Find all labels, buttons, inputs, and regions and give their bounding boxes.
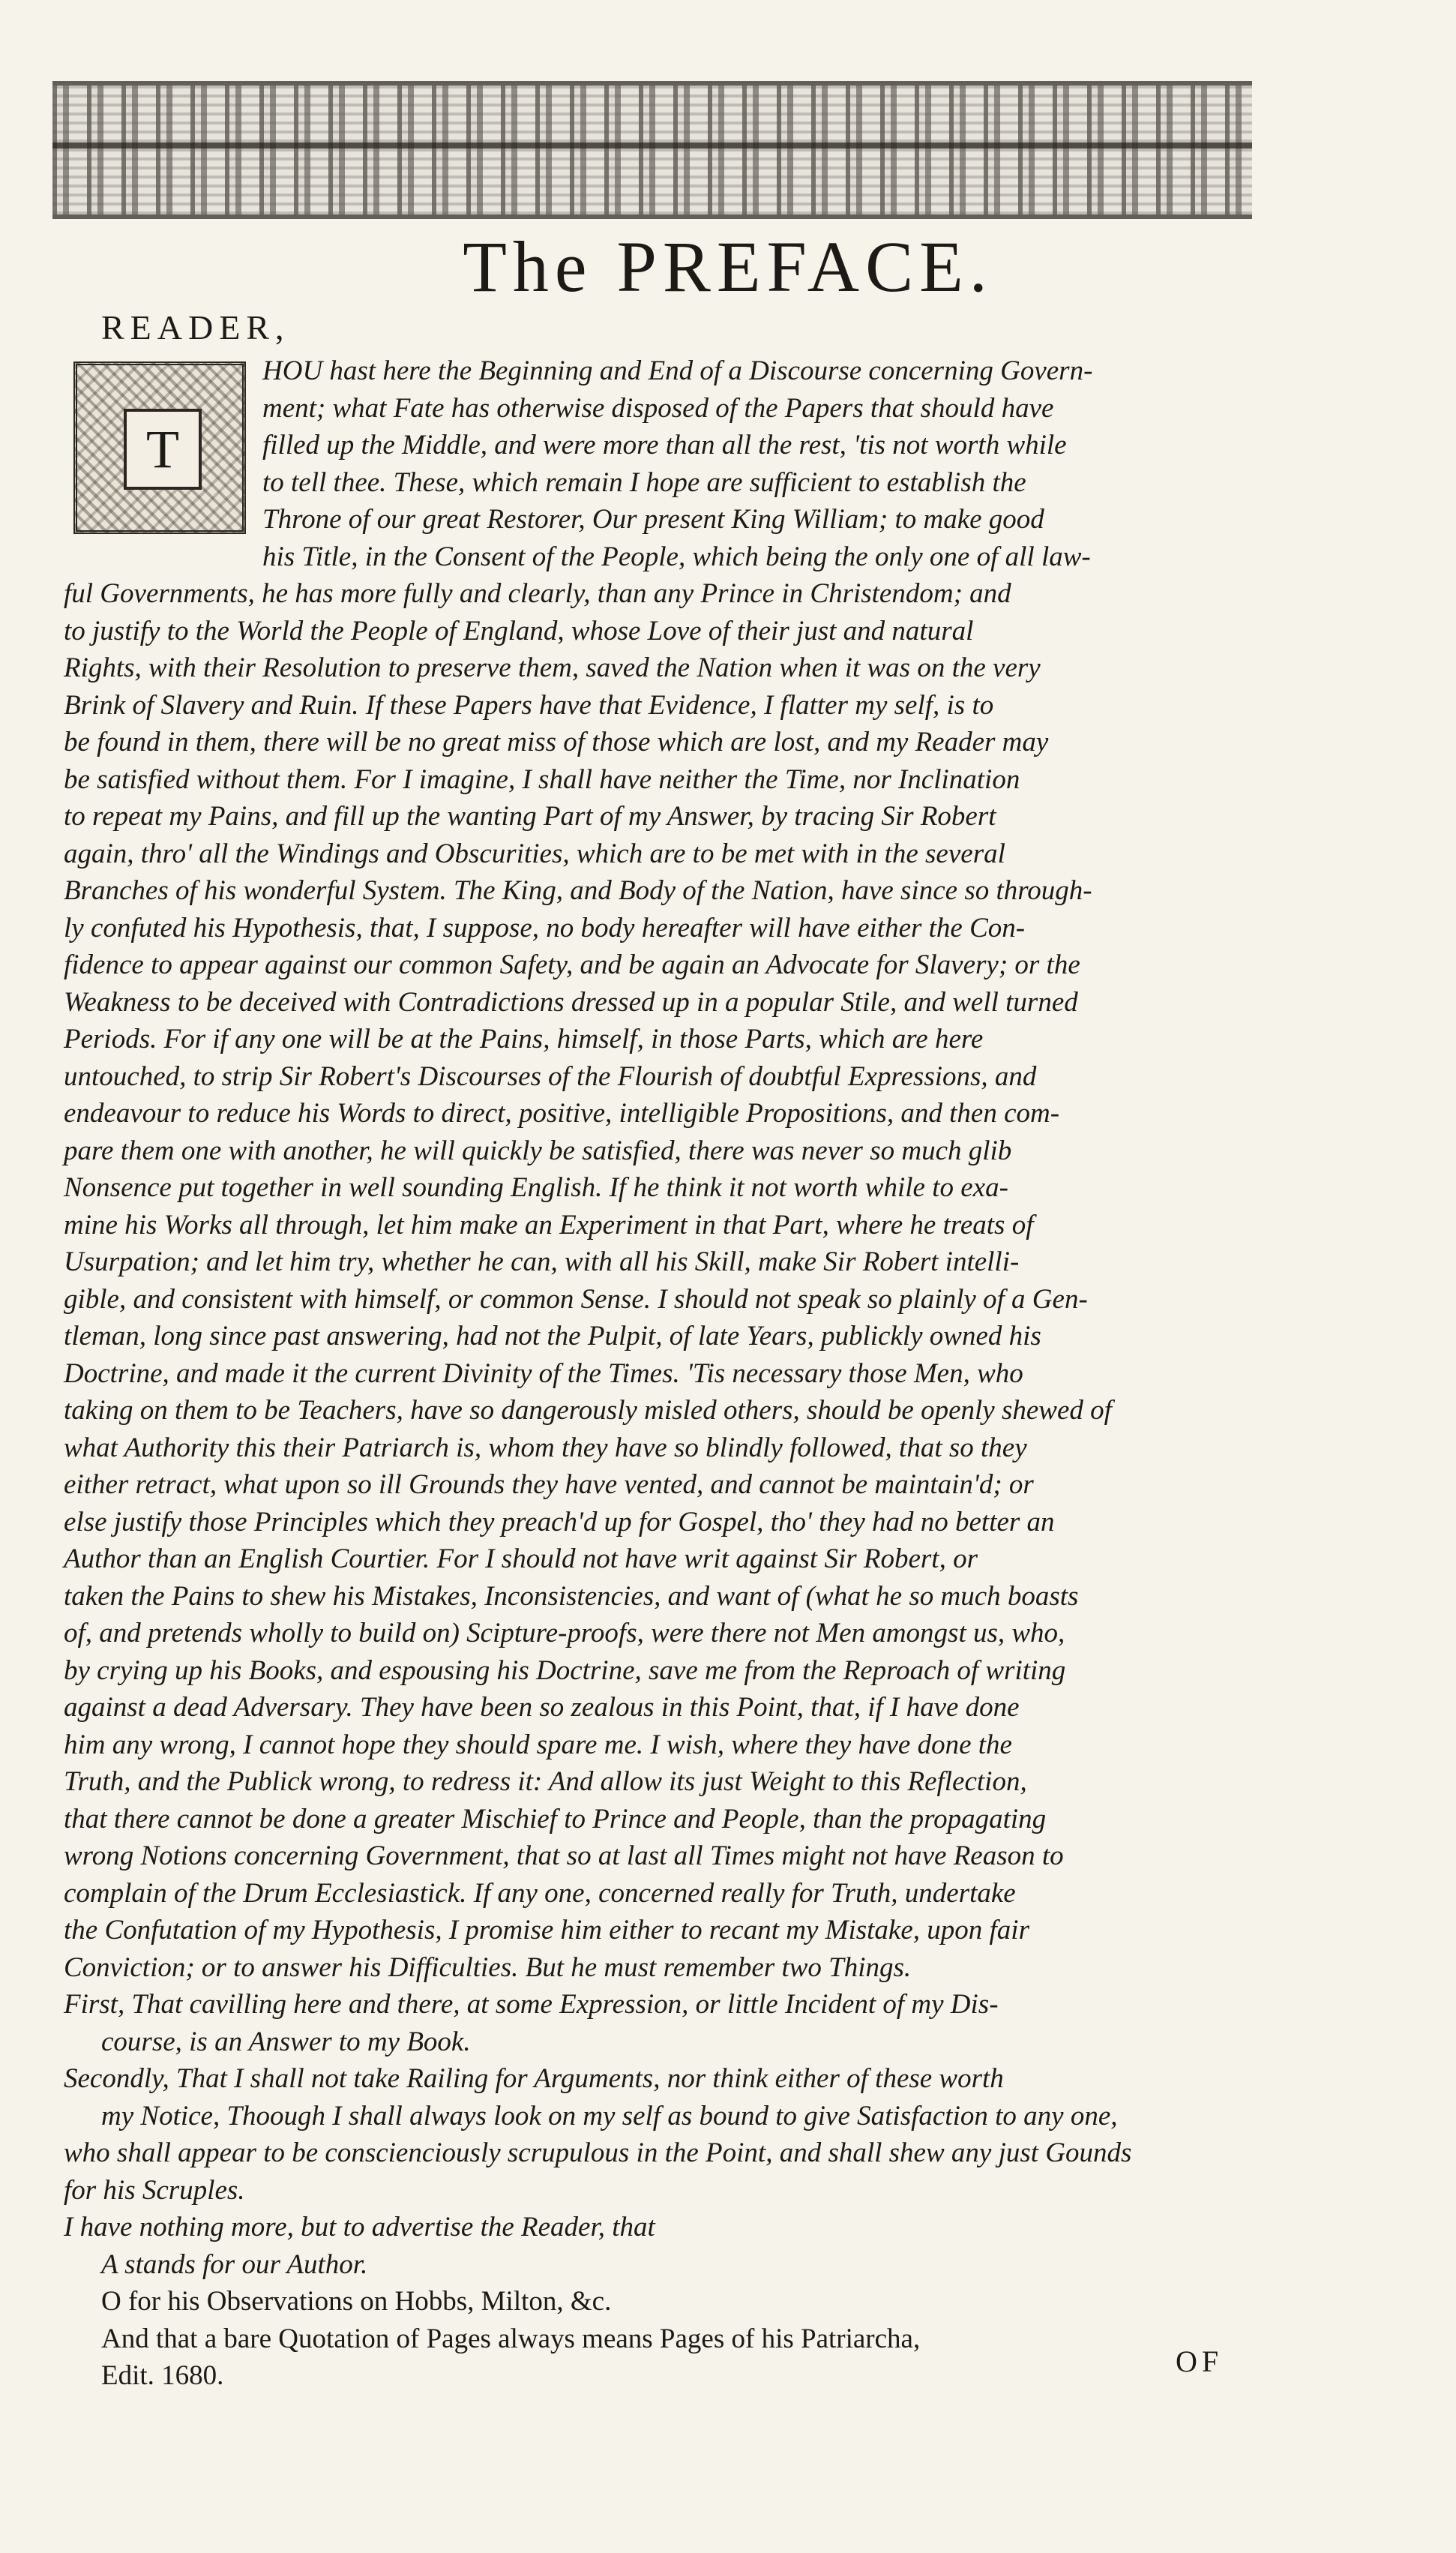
text-line: Branches of his wonderful System. The King, and Body of the Nation, have since so through-	[64, 875, 1092, 906]
text-line: Weakness to be deceived with Contradictions dressed up in a popular Stile, and well turned	[64, 986, 1078, 1018]
text-line: mine his Works all through, let him make an Experiment in that Part, where he treats of	[64, 1209, 1034, 1240]
text-line	[64, 2395, 1252, 2432]
text-line: Rights, with their Resolution to preserve them, saved the Nation when it was on the very	[64, 652, 1041, 683]
text-line: Usurpation; and let him try, whether he can, with all his Skill, make Sir Robert intelli-	[64, 1246, 1020, 1277]
text-line: who shall appear to be conscienciously scrupulous in the Point, and shall shew any just Gounds	[64, 2138, 1132, 2168]
text-line: taken the Pains to shew his Mistakes, Inconsistencies, and want of (what he so much boasts	[64, 1580, 1079, 1612]
text-line: taking on them to be Teachers, have so dangerously misled others, should be openly shewed of	[64, 1395, 1112, 1426]
text-line: to repeat my Pains, and fill up the wanting Part of my Answer, by tracing Sir Robert	[64, 801, 996, 832]
body-text	[64, 352, 1252, 2432]
page-title: The PREFACE.	[463, 226, 993, 307]
text-line: complain of the Drum Ecclesiastick. If any one, concerned really for Truth, undertake	[64, 1877, 1016, 1909]
text-line: against a dead Adversary. They have been so zealous in this Point, that, if I have done	[64, 1692, 1020, 1723]
text-line: Throne of our great Restorer, Our present King William; to make good	[262, 504, 1044, 535]
text-line: First, That cavilling here and there, at some Expression, or little Incident of my Dis-	[64, 1989, 999, 2020]
text-line: that there cannot be done a greater Mischief to Prince and People, than the propagating	[64, 1803, 1047, 1834]
text-line: him any wrong, I cannot hope they should spare me. I wish, where they have done the	[64, 1729, 1012, 1760]
header-ornament-rule	[52, 142, 1252, 148]
text-line: Nonsence put together in well sounding English. If he think it not worth while to exa-	[64, 1172, 1008, 1203]
text-line: Truth, and the Publick wrong, to redress it: And allow its just Weight to this Reflection,	[64, 1766, 1027, 1797]
header-ornament-band	[52, 81, 1252, 219]
text-line: ment; what Fate has otherwise disposed of the Papers that should have	[262, 392, 1054, 424]
text-line: pare them one with another, he will quickly be satisfied, there was never so much glib	[64, 1135, 1012, 1166]
text-line: And that a bare Quotation of Pages always means Pages of his Patriarcha,	[101, 2323, 921, 2354]
text-line: tleman, long since past answering, had not the Pulpit, of late Years, publickly owned his	[64, 1321, 1041, 1352]
text-line: untouched, to strip Sir Robert's Discourses of the Flourish of doubtful Expressions, and	[64, 1060, 1037, 1092]
catchword: OF	[1176, 2344, 1224, 2378]
text-line: ly confuted his Hypothesis, that, I suppose, no body hereafter will have either the Con-	[64, 912, 1026, 944]
text-line: fidence to appear against our common Safety, and be again an Advocate for Slavery; or the	[64, 950, 1080, 980]
text-line: be satisfied without them. For I imagine, I shall have neither the Time, nor Inclination	[64, 764, 1020, 795]
text-line: Secondly, That I shall not take Railing for Arguments, nor think either of these worth	[64, 2063, 1004, 2094]
text-line: filled up the Middle, and were more than all the rest, 'tis not worth while	[262, 430, 1067, 460]
text-line: I have nothing more, but to advertise the Reader, that	[64, 2212, 655, 2242]
text-line: O for his Observations on Hobbs, Milton, &c.	[101, 2286, 612, 2317]
text-line: what Authority this their Patriarch is, whom they have so blindly followed, that so they	[64, 1432, 1027, 1463]
text-line: for his Scruples.	[64, 2174, 245, 2206]
text-line: the Confutation of my Hypothesis, I promise him either to recant my Mistake, upon fair	[64, 1915, 1029, 1946]
text-line: Conviction; or to answer his Difficulties. But he must remember two Things.	[64, 1952, 912, 1983]
text-line: endeavour to reduce his Words to direct, positive, intelligible Propositions, and then com-	[64, 1098, 1060, 1129]
text-line: Brink of Slavery and Ruin. If these Papers have that Evidence, I flatter my self, is to	[64, 689, 994, 721]
text-line: to tell thee. These, which remain I hope are sufficient to establish the	[262, 466, 1026, 498]
text-line: A stands for our Author.	[101, 2248, 368, 2280]
text-line: Periods. For if any one will be at the Pains, himself, in those Parts, which are here	[64, 1024, 984, 1054]
text-line: course, is an Answer to my Book.	[101, 2026, 471, 2057]
text-line: Doctrine, and made it the current Divinity of the Times. 'Tis necessary those Men, who	[64, 1358, 1023, 1389]
text-line: either retract, what upon so ill Grounds they have vented, and cannot be maintain'd; or	[64, 1469, 1034, 1500]
text-line: gible, and consistent with himself, or common Sense. I should not speak so plainly of a Gen-	[64, 1283, 1088, 1315]
text-line: else justify those Principles which they preach'd up for Gospel, tho' they had no better an	[64, 1506, 1055, 1538]
text-line: his Title, in the Consent of the People, which being the only one of all law-	[262, 541, 1091, 572]
text-line: again, thro' all the Windings and Obscurities, which are to be met with in the several	[64, 838, 1005, 869]
text-line: be found in them, there will be no great miss of those which are lost, and my Reader may	[64, 727, 1049, 758]
salutation: READER,	[101, 308, 290, 346]
text-line: wrong Notions concerning Government, that so at last all Times might not have Reason to	[64, 1840, 1064, 1871]
text-line: of, and pretends wholly to build on) Scipture-proofs, were there not Men amongst us, who,	[64, 1618, 1065, 1648]
text-line: HOU hast here the Beginning and End of a Discourse concerning Govern-	[262, 356, 1093, 386]
text-line: by crying up his Books, and espousing his Doctrine, save me from the Reproach of writing	[64, 1654, 1066, 1686]
text-line: ful Governments, he has more fully and clearly, than any Prince in Christendom; and	[64, 578, 1011, 609]
text-line: to justify to the World the People of England, whose Love of their just and natural	[64, 615, 974, 646]
text-line: Edit. 1680.	[101, 2360, 224, 2391]
drop-cap-letter: T	[124, 409, 202, 490]
text-line: my Notice, Thoough I shall always look on my self as bound to give Satisfaction to any one,	[101, 2100, 1118, 2132]
text-line: Author than an English Courtier. For I should not have writ against Sir Robert, or	[64, 1544, 978, 1574]
